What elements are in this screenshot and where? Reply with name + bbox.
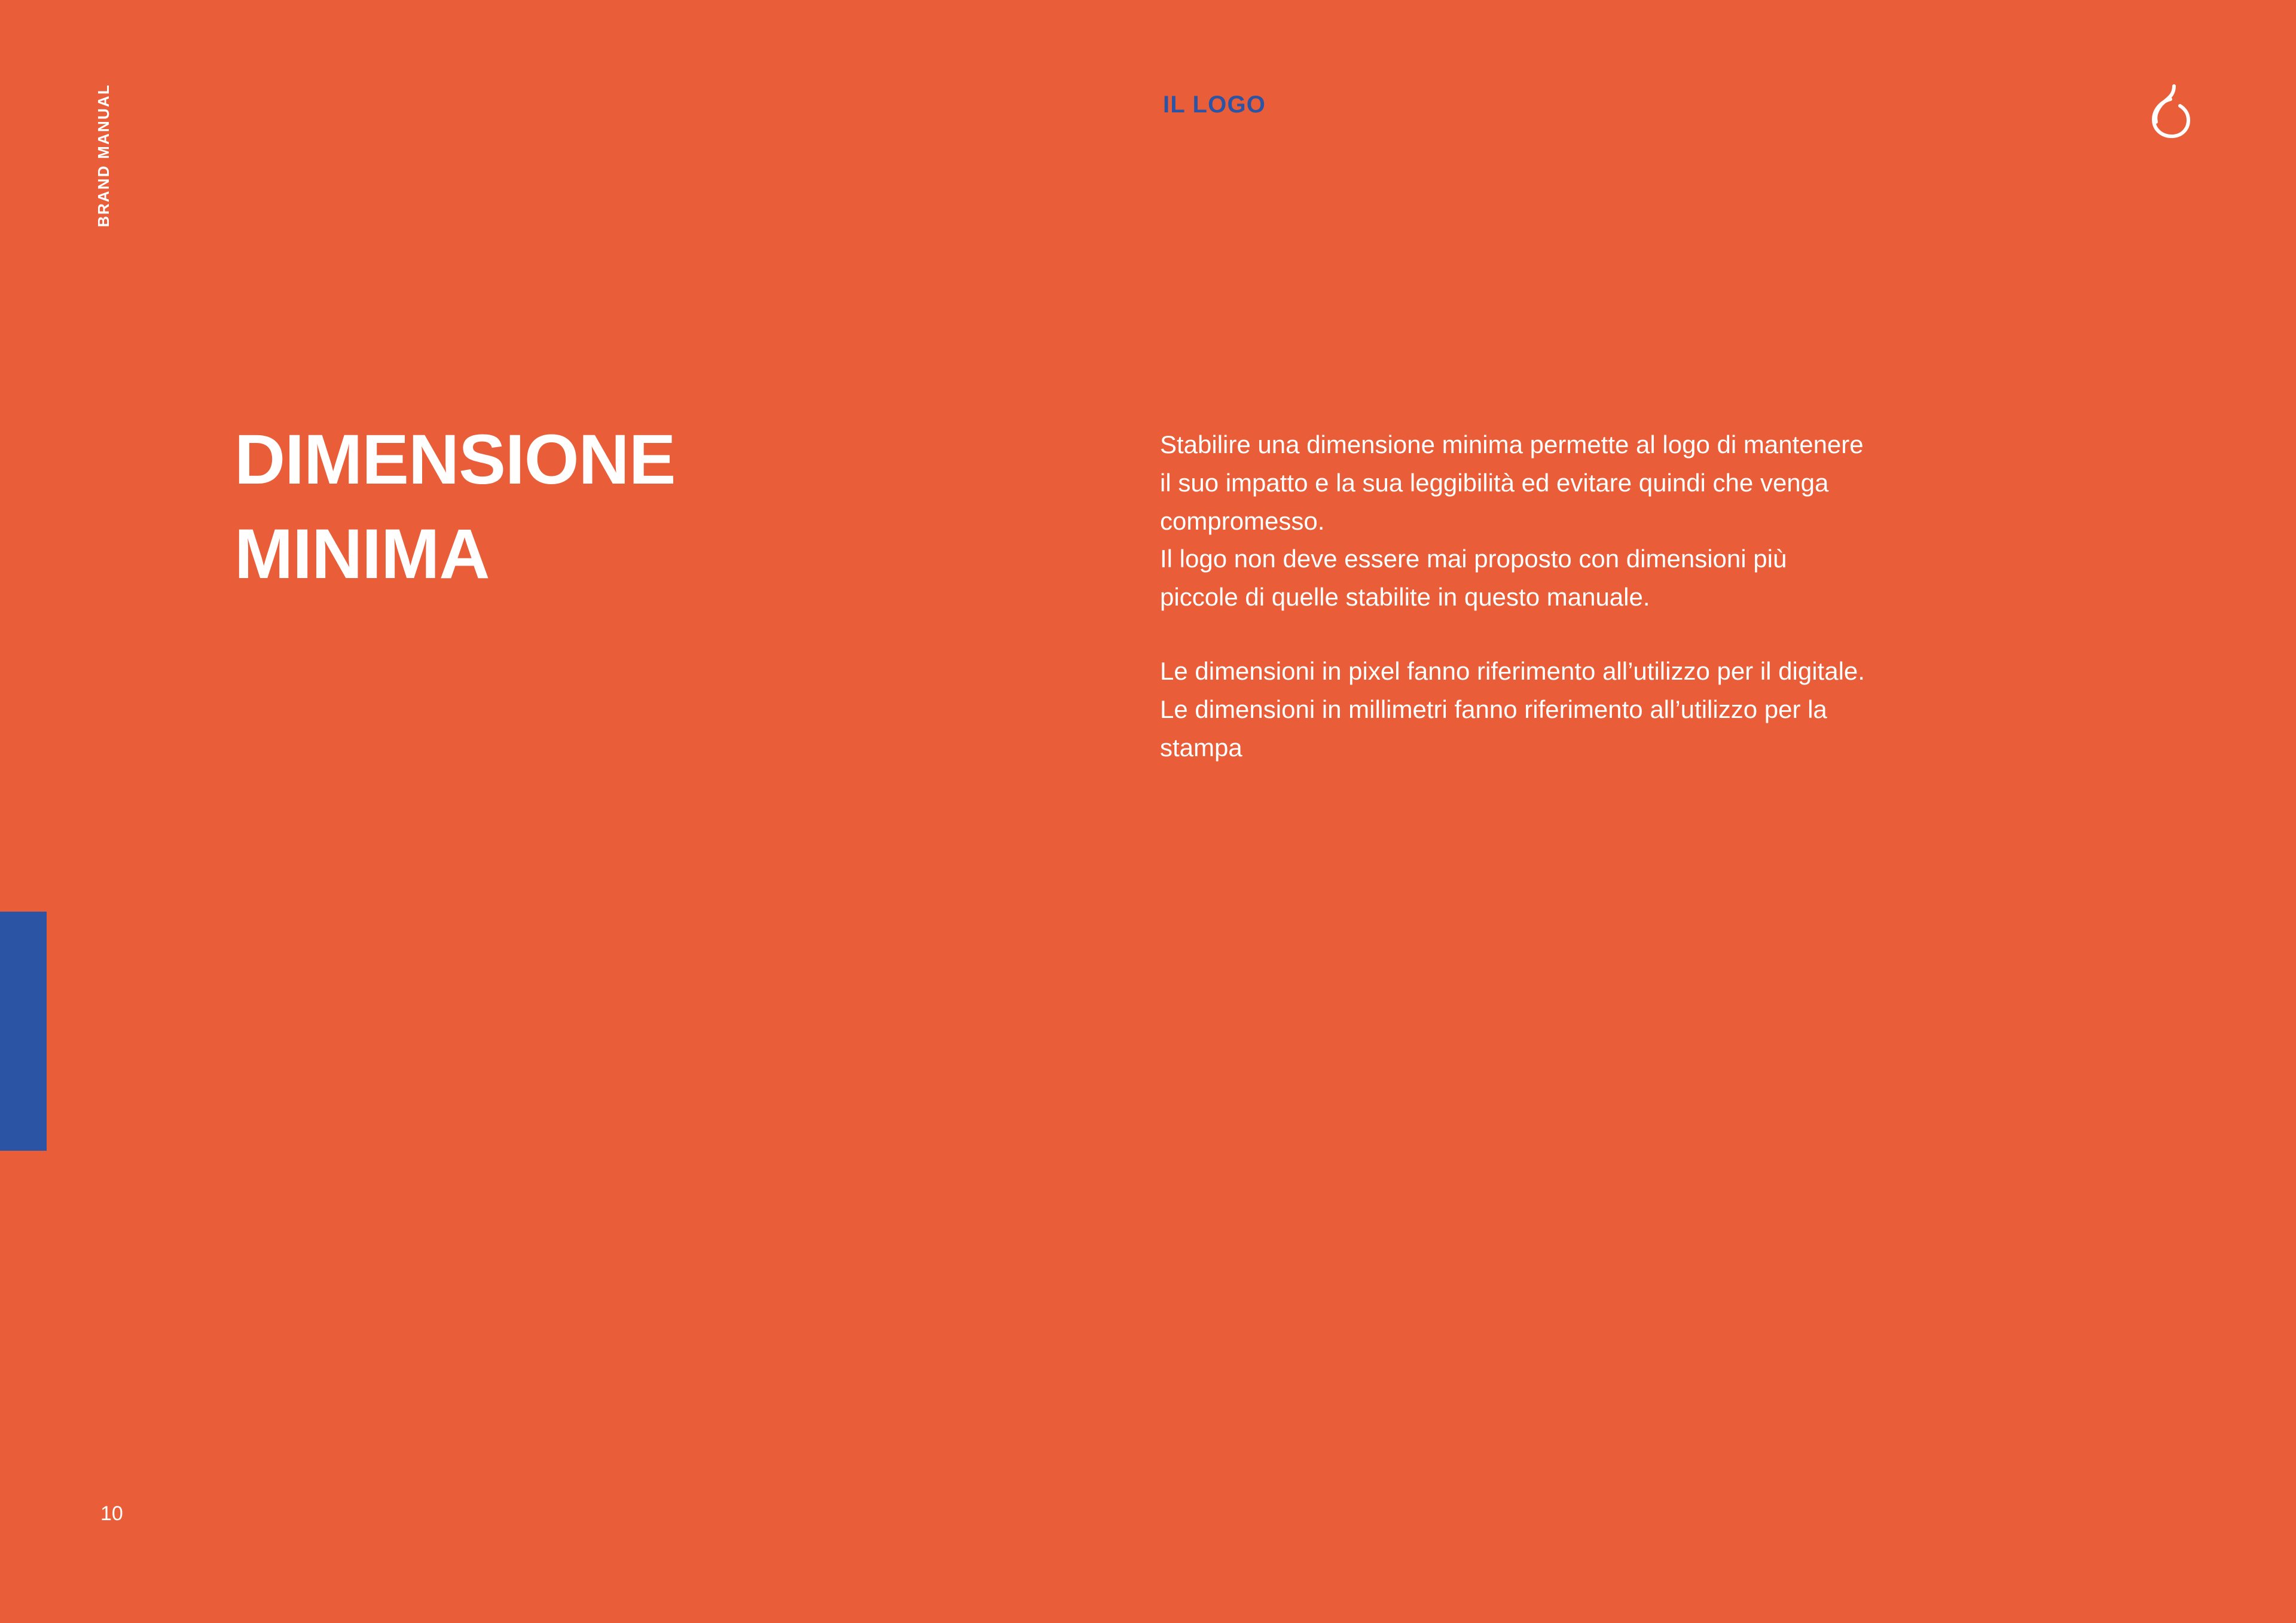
body-paragraph-4: Le dimensioni in millimetri fanno riferimento all’utilizzo per la stampa <box>1160 695 1827 762</box>
body-paragraph-3: Le dimensioni in pixel fanno riferimento all’utilizzo per il digitale. <box>1160 657 1865 686</box>
page-title-line-2: MINIMA <box>234 515 490 594</box>
body-copy <box>1160 426 1866 767</box>
page-number: 10 <box>100 1502 123 1525</box>
brand-manual-side-label: BRAND MANUAL <box>94 84 112 228</box>
body-paragraph-1: Stabilire una dimensione minima permette al logo di mantenere il suo impatto e la sua leggibilità ed evitare quindi che venga compromesso. <box>1160 430 1864 535</box>
page-title <box>234 412 675 601</box>
paragraph-spacer <box>1160 616 1866 652</box>
body-paragraph-2: Il logo non deve essere mai proposto con dimensioni più piccole di quelle stabilite in questo manuale. <box>1160 545 1787 612</box>
flame-logo-icon <box>2148 84 2193 139</box>
section-title: IL LOGO <box>1163 91 1266 118</box>
page-title-line-1: DIMENSIONE <box>234 420 676 499</box>
blue-accent-bar <box>0 912 47 1151</box>
